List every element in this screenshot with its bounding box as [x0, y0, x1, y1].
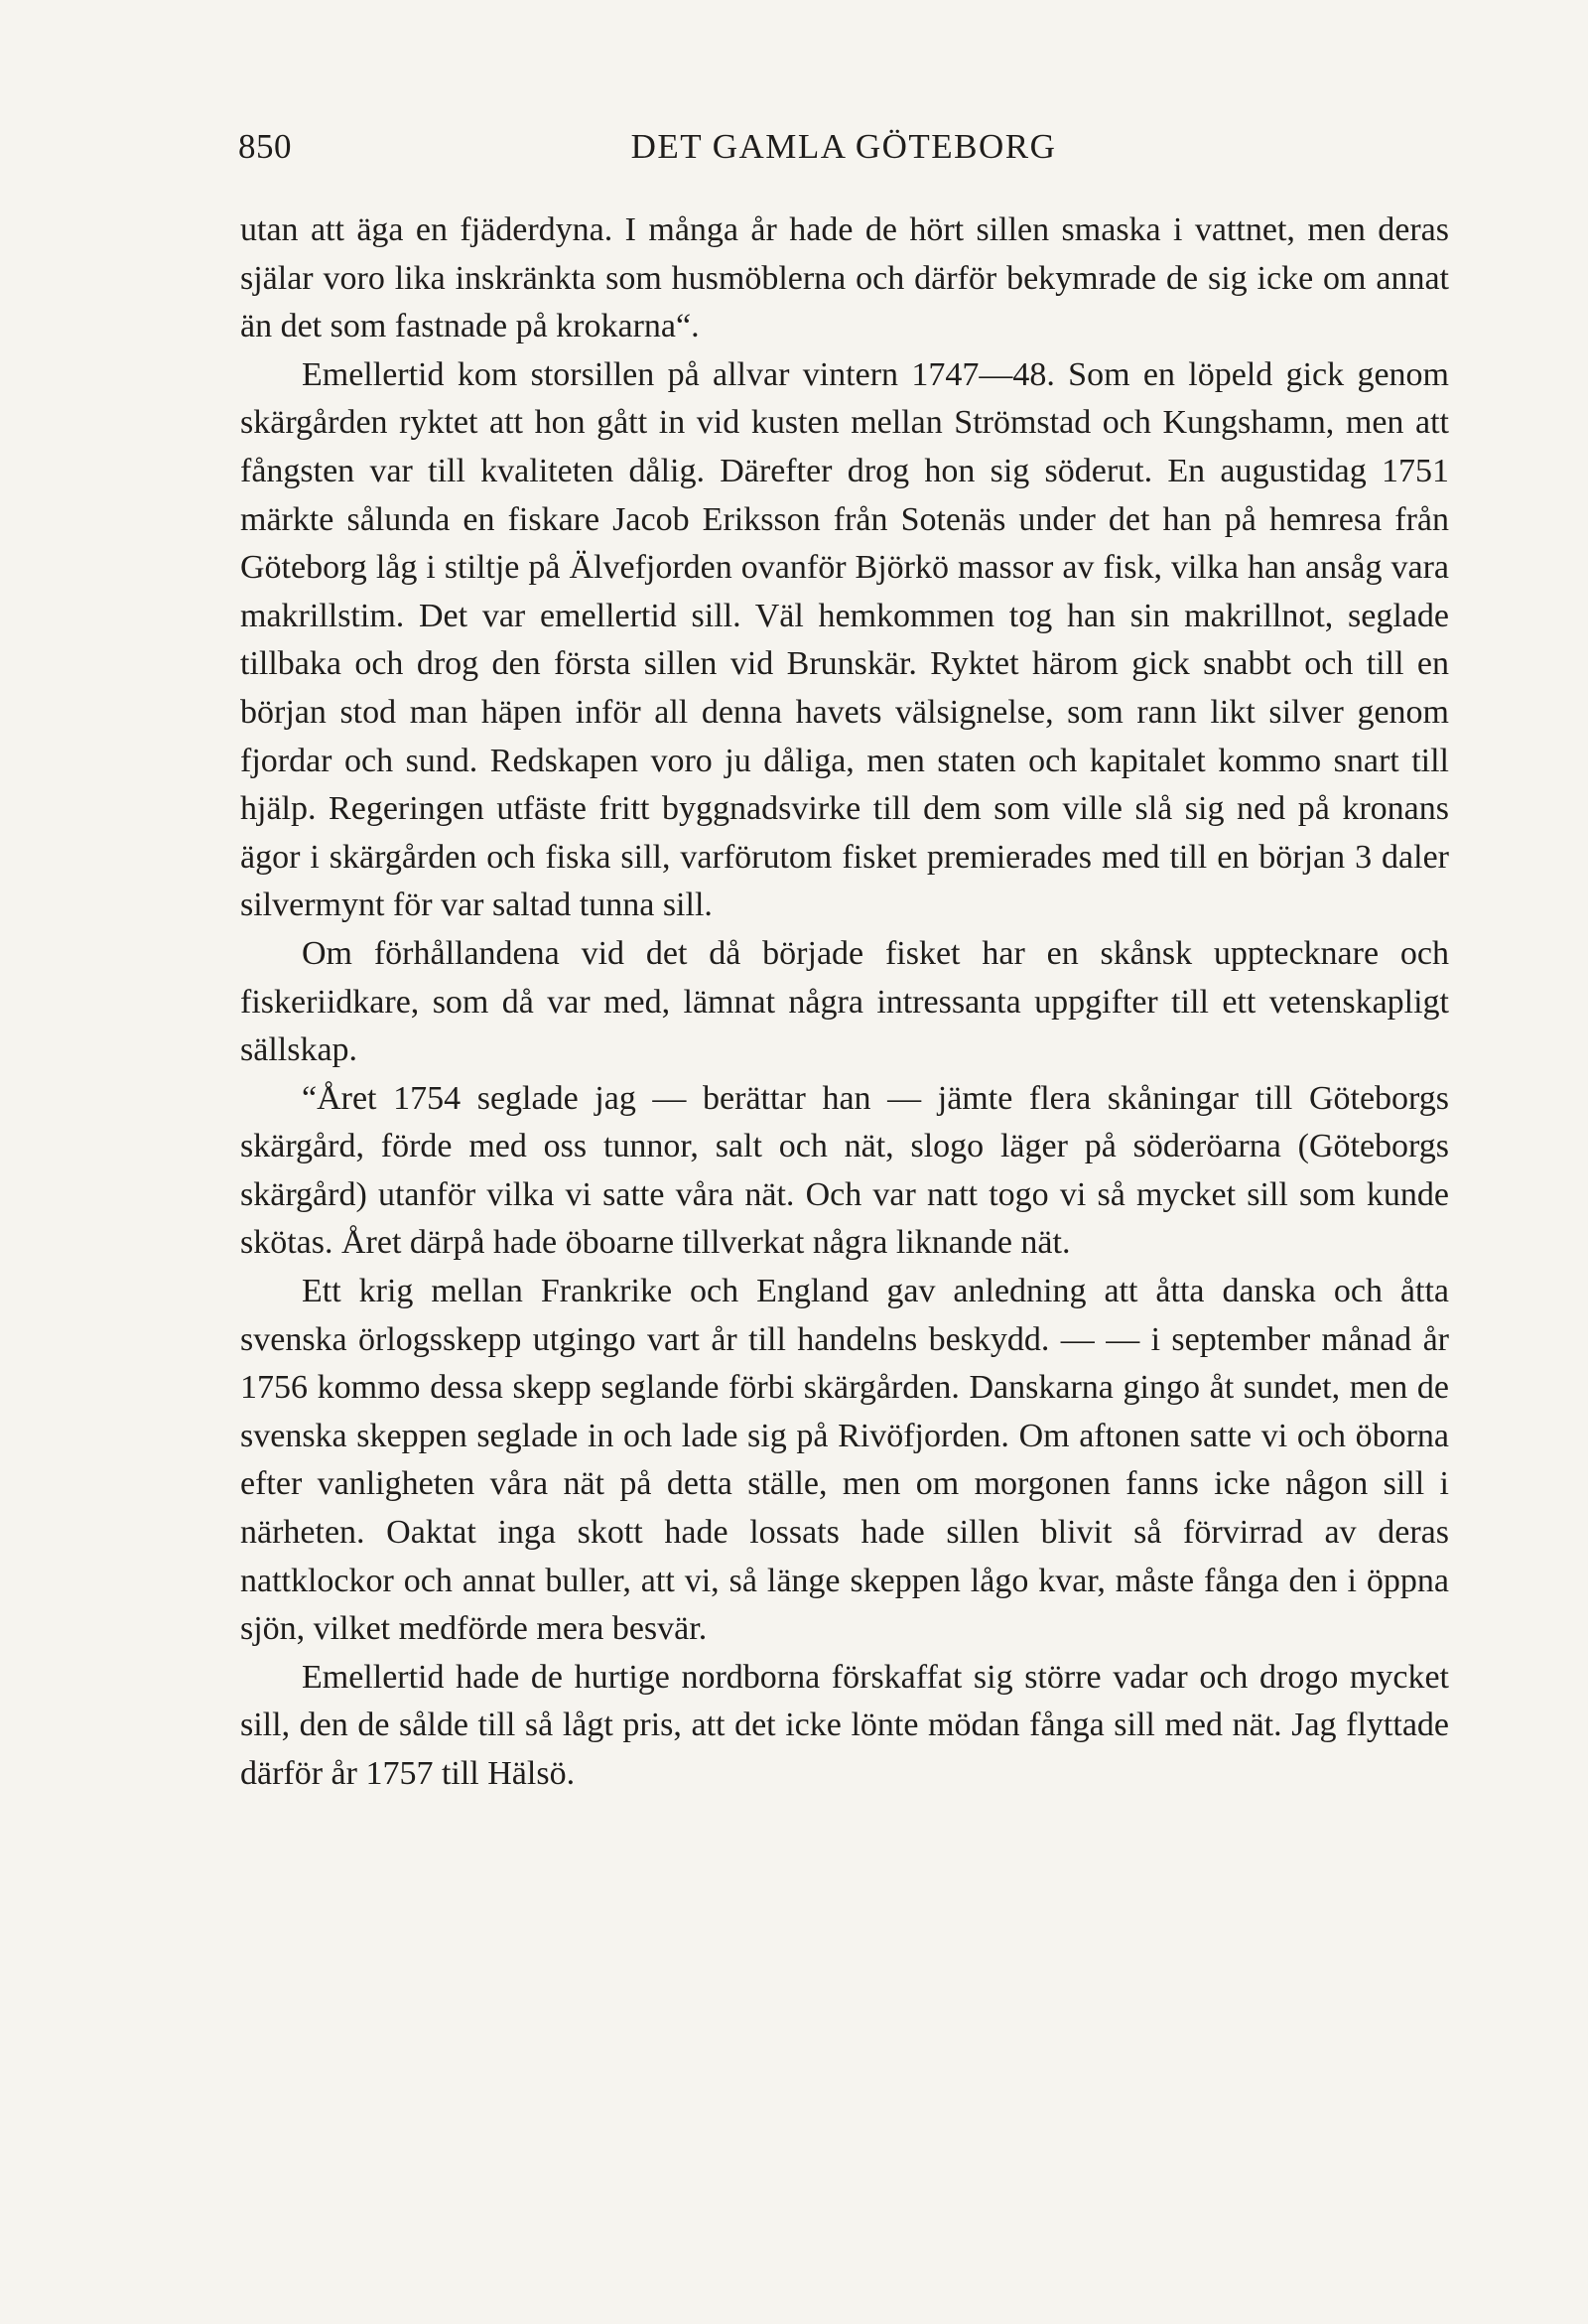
- paragraph: utan att äga en fjäderdyna. I många år hade de hört sillen smaska i vattnet, men deras själar voro lika inskränkta som husmöblerna och därför bekymrade de sig icke om annat än det som fastnade på krokarna“.: [240, 211, 1449, 345]
- paragraph: Om förhållandena vid det då började fisket har en skånsk upptecknare och fiskeriidkare, som då var med, lämnat några intressanta uppgifter till ett vetenskapligt sällskap.: [240, 934, 1449, 1069]
- body-text: [240, 206, 1449, 1799]
- paragraph: “Året 1754 seglade jag — berättar han — jämte flera skåningar till Göteborgs skärgård, förde med oss tunnor, salt och nät, slogo läger på söderöarna (Göteborgs skärgård) utanför vilka vi satte våra nät. Och var natt togo vi så mycket sill som kunde skötas. Året därpå hade öboarne tillverkat några liknande nät.: [240, 1079, 1449, 1262]
- paragraph: Ett krig mellan Frankrike och England gav anledning att åtta danska och åtta svenska örlogsskepp utgingo vart år till handelns beskydd. — — i september månad år 1756 kommo dessa skepp seglande förbi skärgården. Danskarna gingo åt sundet, men de svenska skeppen seglade in och lade sig på Rivöfjorden. Om aftonen satte vi och öborna efter vanligheten våra nät på detta ställe, men om morgonen fanns icke någon sill i närheten. Oaktat inga skott hade lossats hade sillen blivit så förvirrad av deras nattklockor och annat buller, att vi, så länge skeppen lågo kvar, måste fånga den i öppna sjön, vilket medförde mera besvär.: [240, 1273, 1449, 1648]
- page-number: 850: [238, 127, 292, 166]
- paragraph: Emellertid hade de hurtige nordborna förskaffat sig större vadar och drogo mycket sill, den de sålde till så lågt pris, att det icke lönte mödan fånga sill med nät. Jag flyttade därför år 1757 till Hälsö.: [240, 1658, 1449, 1792]
- running-title: DET GAMLA GÖTEBORG: [630, 127, 1057, 166]
- paragraph: Emellertid kom storsillen på allvar vintern 1747—48. Som en löpeld gick genom skärgården ryktet att hon gått in vid kusten mellan Strömstad och Kungshamn, men att fångsten var till kvaliteten dålig. Därefter drog hon sig söderut. En augustidag 1751 märkte sålunda en fiskare Jacob Eriksson från Sotenäs under det han på hemresa från Göteborg låg i stiltje på Älvefjorden ovanför Björkö massor av fisk, vilka han ansåg vara makrillstim. Det var emellertid sill. Väl hemkommen tog han sin makrillnot, seglade tillbaka och drog den första sillen vid Brunskär. Ryktet härom gick snabbt och till en början stod man häpen inför all denna havets välsignelse, som rann likt silver genom fjordar och sund. Redskapen voro ju dåliga, men staten och kapitalet kommo snart till hjälp. Regeringen utfäste fritt byggnadsvirke till dem som ville slå sig ned på kronans ägor i skärgården och fiska sill, varförutom fisket premierades med till en början 3 daler silvermynt för var saltad tunna sill.: [240, 355, 1449, 924]
- page-header: [238, 127, 1449, 171]
